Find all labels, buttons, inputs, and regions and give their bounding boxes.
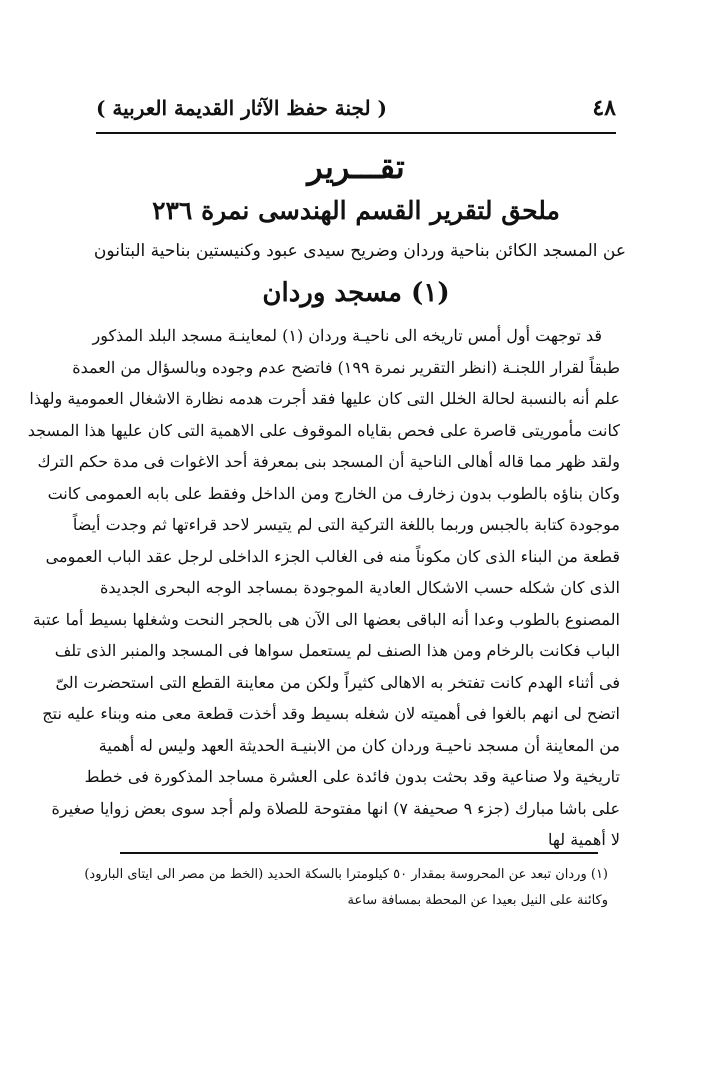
body-text [27,320,620,856]
body-line: اتضح لى انهم بالغوا فى أهميته لان شغله بسيط وقد أخذت قطعة معى منه وبناء عليه نتج [42,704,620,723]
body-line: كانت مأموريتى قاصرة على فحص بقاياه الموقوف على الاهمية التى كان عليها هذا المسجد [27,420,620,440]
footnote [84,862,608,914]
body-line: ولقد ظهر مما قاله أهالى الناحية أن المسجد بنى بمعرفة أحد الاغوات فى مدة حكم الترك [37,452,620,471]
footnote-divider [120,852,598,854]
page-number: ٤٨ [592,95,616,121]
body-line: قد توجهت أول أمس تاريخه الى ناحيـة وردان (١) لمعاينـة مسجد البلد المذكور [92,326,602,345]
body-line: المصنوع بالطوب وعدا أنه الباقى بعضها الى الآن هى بالحجر النحت وشغلها بسيط أما عتبة [32,609,620,629]
body-line: فى أثناء الهدم كانت تفتخر به الاهالى كثيراً ولكن من معاينة القطع التى استحضرت الىّ [55,672,620,692]
section-heading: (١) مسجد وردان [262,278,450,308]
body-line: موجودة كتابة بالجبس وربما باللغة التركية التى لم يتيسر لاحد قراءتها ثم وجدت أيضاً [72,515,620,534]
body-line: علم أنه بالنسبة لحالة الخلل التى كان عليها فقد أجرت هدمه نظارة الاشغال العمومية ولهذا [29,389,620,408]
body-line: من المعاينة أن مسجد ناحيـة وردان كان من الابنيـة الحديثة العهد وليس له أهمية [98,735,620,755]
body-line: الذى كان شكله حسب الاشكال العادية الموجودة بمساجد الوجه البحرى الجديدة [100,578,620,597]
body-line: على باشا مبارك (جزء ٩ صحيفة ٧) انها مفتوحة للصلاة ولم أجد سوى بعض زوايا صغيرة [51,798,620,818]
report-subtitle: ملحق لتقرير القسم الهندسى نمرة ٢٣٦ [152,196,560,225]
report-subject: عن المسجد الكائن بناحية وردان وضريح سيدى عبود وكنيستين بناحية البتانون [93,241,626,261]
footnote-line: (١) وردان تبعد عن المحروسة بمقدار ٥٠ كيلومترا بالسكة الحديد (الخط من مصر الى ايتاى البارود) [84,867,608,882]
report-title: تقـــرير [307,148,405,186]
running-header [96,88,616,128]
body-line: طبقاً لقرار اللجنـة (انظر التقرير نمرة ١٩٩) فاتضح عدم وجوده وبالسؤال من العمدة [72,357,620,377]
footnote-line: وكائنة على النيل بعيدا عن المحطة بمسافة ساعة [347,893,608,908]
body-line: وكان بناؤه بالطوب بدون زخارف من الخارج ومن الداخل وفقط على بابه العمومى كانت [47,483,620,503]
body-line: قطعة من البناء الذى كان مكوناً منه فى الغالب الجزء الداخلى لرجل عقد الباب العمومى [45,546,620,566]
body-line: تاريخية ولا صناعية وقد بحثت بدون فائدة على العشرة مساجد المذكورة فى خطط [84,767,620,786]
body-line: الباب فكانت بالرخام ومن هذا الصنف لم يستعمل سواها فى المسجد والمنبر الذى تلف [54,641,620,660]
running-header-title: ( لجنة حفظ الآثار القديمة العربية ) [96,96,387,120]
body-line: لا أهمية لها [548,830,620,849]
header-divider [96,132,616,134]
